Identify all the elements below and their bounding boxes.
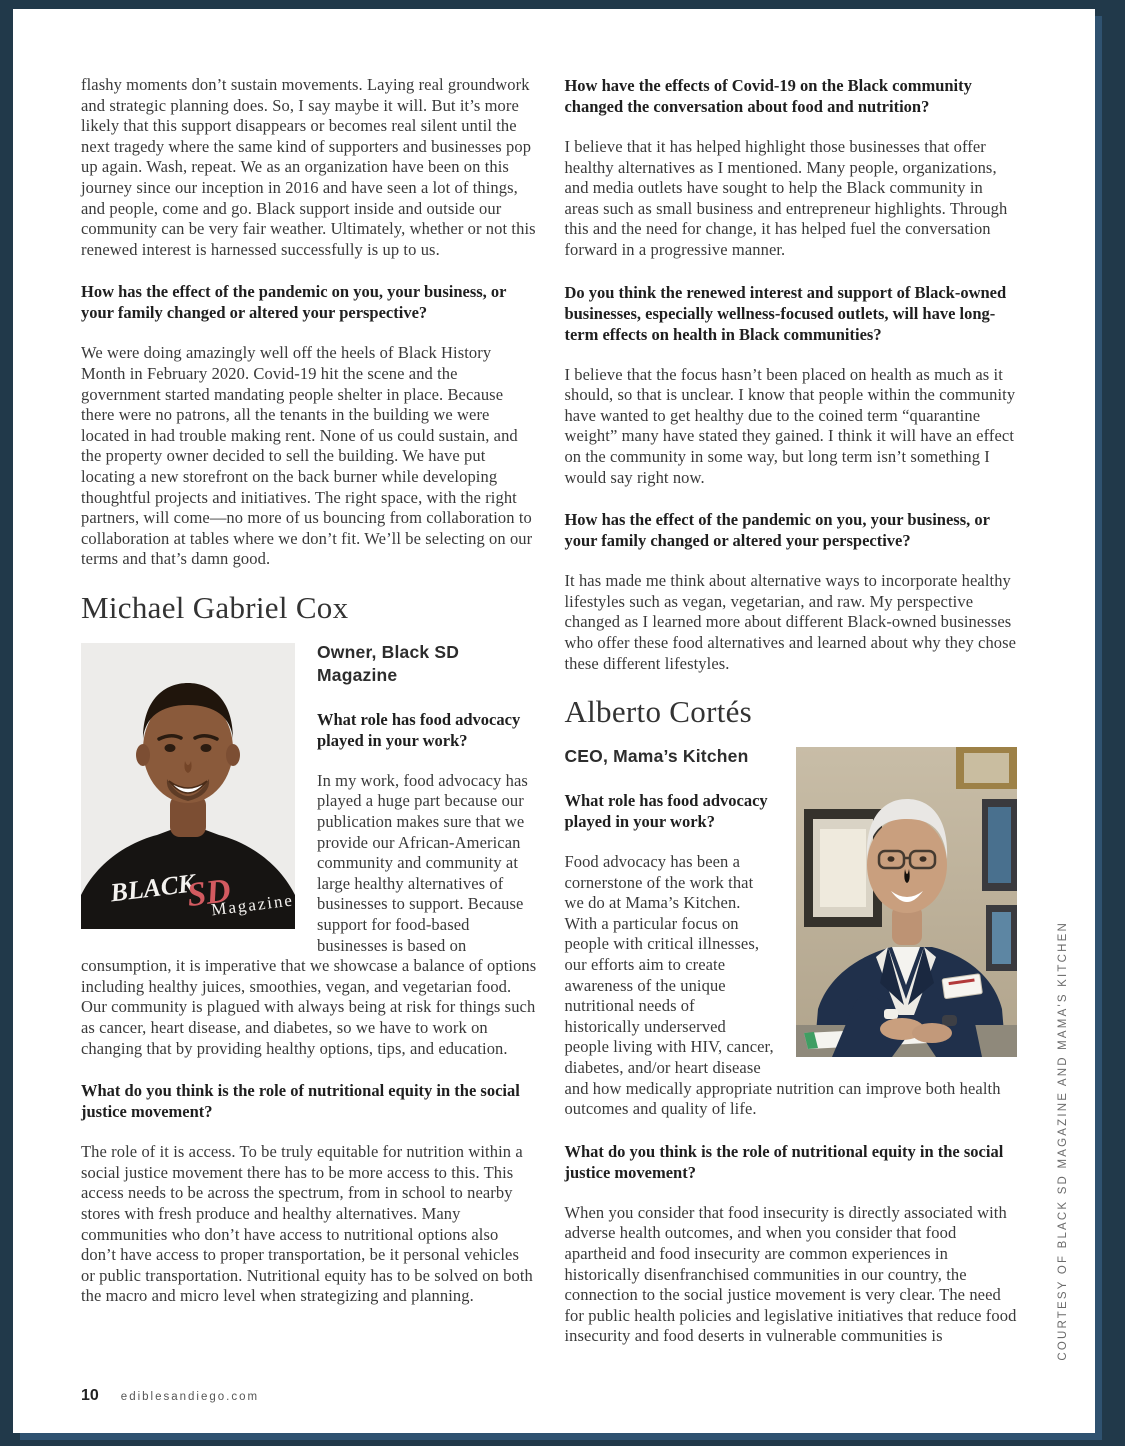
shirt-text-black: BLACK	[108, 868, 197, 908]
michael-cox-section	[81, 641, 536, 1080]
intro-continuation-paragraph: flashy moments don’t sustain movements. Laying real groundwork and strategic planning does. So, I say maybe it will. But it’s more likely that this support disappears or becomes real silent until the next tragedy where the same kind of supporters and businesses pop up again. Wash, repeat. We as an organization have been on this journey since our inception in 2016 and have seen a lot of things, and people, come and go. Black support inside and outside our community can be very fair weather. Ultimately, whether or not this renewed interest is harnessed successfully is up to us.	[81, 75, 536, 259]
question-food-advocacy-right: What role has food advocacy played in your work?	[564, 791, 768, 832]
wristwatch	[942, 1015, 957, 1026]
role-alberto-cortes: CEO, Mama’s Kitchen	[564, 746, 749, 767]
question-pandemic-right: How has the effect of the pandemic on you, your business, or your family changed or altered your perspective?	[564, 510, 990, 551]
page-footer	[81, 1387, 259, 1405]
question-food-advocacy-left: What role has food advocacy played in your work?	[317, 709, 521, 750]
role-michael-cox: Owner, Black SD Magazine	[317, 641, 460, 685]
frame-right-lower-art	[992, 912, 1011, 964]
michael-cox-photo	[81, 643, 295, 929]
right-column	[564, 75, 1017, 1368]
article-columns	[81, 75, 1017, 1368]
eye-right	[920, 856, 927, 862]
magazine-page	[13, 9, 1095, 1433]
question-pandemic-left: How has the effect of the pandemic on you, your business, or your family changed or altered your perspective?	[81, 282, 507, 323]
hand-right	[912, 1023, 952, 1043]
shirt-text-sd: SD	[185, 871, 233, 914]
person-name-alberto-cortes: Alberto Cortés	[564, 694, 753, 730]
shirt-text-magazine: Magazine	[210, 890, 295, 920]
question-nutritional-equity-left: What do you think is the role of nutritional equity in the social justice movement?	[81, 1081, 520, 1122]
question-renewed-interest: Do you think the renewed interest and support of Black-owned businesses, especially wellness-focused outlets, will have long-term effects on health in Black communities?	[564, 282, 1007, 344]
alberto-cortes-photo	[796, 747, 1017, 1057]
answer-food-advocacy-right: Food advocacy has been a cornerstone of the work that we do at Mama’s Kitchen. With a particular focus on people with critical illnesses, our efforts aim to create awareness of the unique nutritional needs of historically underserved people living with HIV, cancer, diabetes, and/or heart disease and how medically appropriate nutrition can improve both health outcomes and quality of life.	[564, 852, 1001, 1119]
eye-left	[888, 856, 895, 862]
frame-right-art	[988, 807, 1011, 883]
answer-pandemic-left: We were doing amazingly well off the heels of Black History Month in February 2020. Covid-19 hit the scene and the government started mandating people shelter in place. Because there were no patrons, all the tenants in the building we were located in had trouble making rent. None of us could sustain, and the property owner decided to sell the building. We have put locating a new storefront on the back burner while developing thoughtful projects and initiatives. The right space, with the right partners, will come—no more of us bouncing from collaboration to collaboration at tables where we don’t fit. We’ll be selecting on our terms and that’s damn good.	[81, 343, 533, 569]
question-nutritional-equity-right: What do you think is the role of nutritional equity in the social justice movement?	[564, 1141, 1004, 1182]
answer-nutritional-equity-right: When you consider that food insecurity is directly associated with adverse health outcomes, and when you consider that food apartheid and food insecurity are common experiences in historically disenfranchised communities in our country, the connection to the social justice movement is very clear. The need for public health policies and legislative initiatives that reduce food insecurity and food deserts in vulnerable communities is	[564, 1202, 1017, 1346]
person-name-michael-cox: Michael Gabriel Cox	[81, 589, 349, 625]
page-number: 10	[81, 1387, 99, 1404]
certificate-left-matte	[820, 829, 866, 907]
ear-left	[136, 744, 150, 766]
left-column	[81, 75, 536, 1368]
eye-right	[201, 744, 212, 752]
ear-right	[226, 744, 240, 766]
site-url: ediblesandiego.com	[120, 1391, 260, 1403]
alberto-cortes-section	[564, 745, 1017, 1141]
eye-left	[165, 744, 176, 752]
frame-top-right-matte	[964, 753, 1009, 783]
answer-covid: I believe that it has helped highlight those businesses that offer healthy alternatives as I mentioned. Many people, organizations, and media outlets have sought to help the Black community in areas such as small business and entrepreneur highlights. Through this and the need for change, it has helped fuel the conversation forward in a progressive manner.	[564, 137, 1008, 259]
answer-food-advocacy-left: In my work, food advocacy has played a huge part because our publication makes sure that we provide our African-American community and community at large healthy alternatives of businesses to support. Because support for food-based businesses is based on consumption, it is imperative that we showcase a balance of options including healthy juices, smoothies, vegan, and vegetarian food. Our community is plagued with always being at risk for things such as cancer, heart disease, and diabetes, so we have to work on changing that by providing healthy options, tips, and education.	[81, 770, 537, 1058]
question-covid: How have the effects of Covid-19 on the Black community changed the conversation about food and nutrition?	[564, 76, 972, 116]
answer-renewed-interest: I believe that the focus hasn’t been placed on health as much as it should, so that is unclear. I know that people within the community have wanted to get healthy due to the coined term “quarantine weight” many have stated they gained. I think it will have an effect on the community in some way, but long term isn’t something I would say right now.	[564, 364, 1016, 487]
photo-credit: COURTESY OF BLACK SD MAGAZINE AND MAMA'S KITCHEN	[1057, 921, 1069, 1361]
answer-pandemic-right: It has made me think about alternative ways to incorporate healthy lifestyles such as vegan, vegetarian, and raw. My perspective changed as I learned more about different Black-owned businesses who offer these food alternatives and learned about why they chose these different lifestyles.	[564, 571, 1017, 673]
answer-nutritional-equity-left: The role of it is access. To be truly equitable for nutrition within a social justice movement there has to be more access to this. This access needs to be across the spectrum, from in school to nearby stores with fresh produce and healthy alternatives. Many communities who don’t have access to nutritional options also don’t have access to proper transportation, be it personal vehicles or public transportation. Nutritional equity has to be solved on both the macro and micro level when strategizing and planning.	[81, 1142, 533, 1306]
shirt-cuff	[884, 1009, 898, 1019]
